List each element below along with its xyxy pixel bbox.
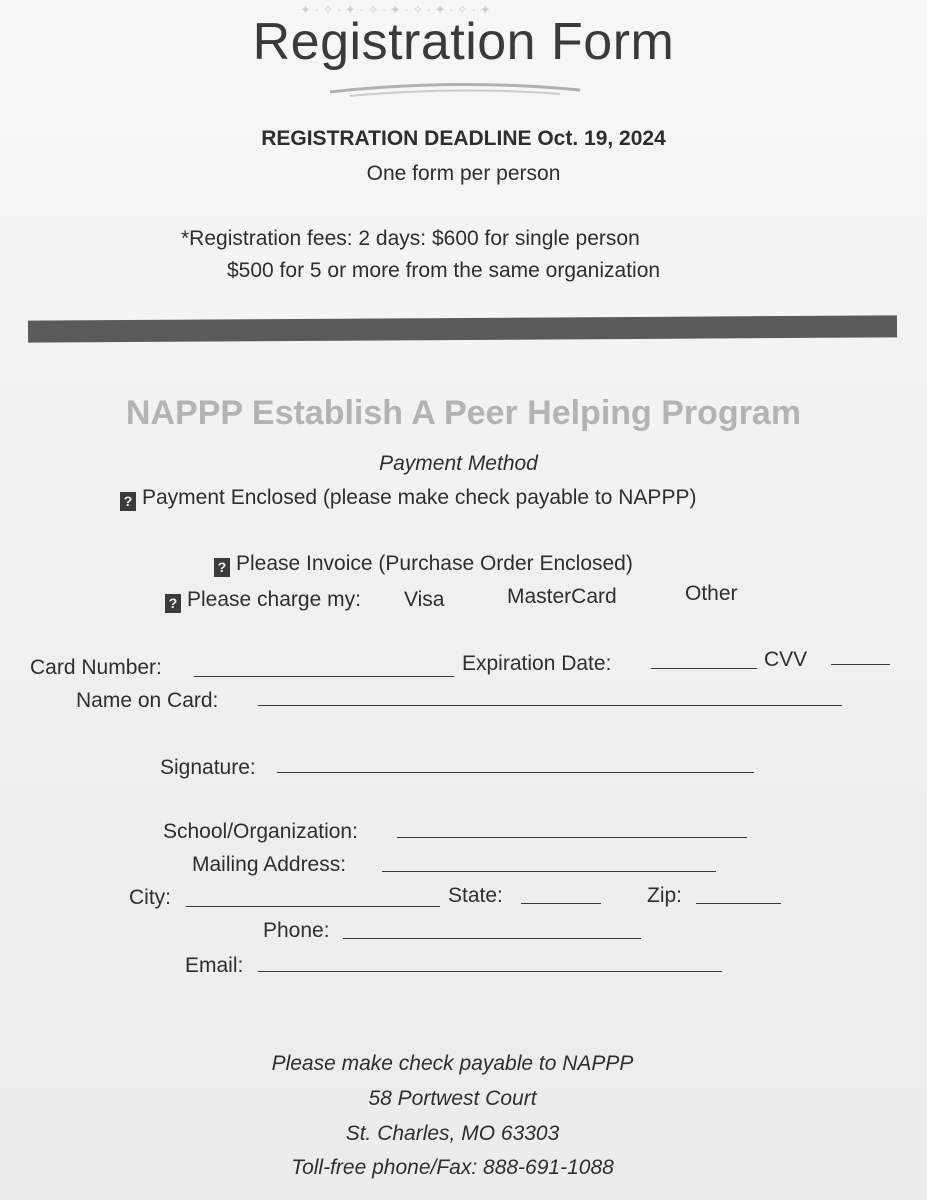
city-label: City: [129,886,171,909]
option-please-invoice[interactable] [214,552,633,577]
cvv-line[interactable] [831,664,890,665]
expiration-date-label: Expiration Date: [462,652,612,675]
email-line[interactable] [258,971,722,972]
registration-deadline: REGISTRATION DEADLINE Oct. 19, 2024 [261,127,666,150]
checkbox-icon[interactable]: ? [165,594,181,613]
form-title: Registration Form [252,13,675,71]
city-line[interactable] [186,906,440,907]
name-on-card-label: Name on Card: [76,689,219,712]
toll-free-phone-fax: Toll-free phone/Fax: 888-691-1088 [291,1156,614,1179]
checkbox-icon[interactable]: ? [120,492,136,511]
one-form-note: One form per person [366,162,561,185]
fee-line-group: $500 for 5 or more from the same organization [227,259,661,282]
option-label: Please Invoice (Purchase Order Enclosed) [236,552,633,575]
email-label: Email: [185,954,244,977]
name-on-card-line[interactable] [258,705,842,706]
phone-label: Phone: [263,919,330,942]
signature-line[interactable] [277,772,754,773]
card-visa[interactable]: Visa [404,588,445,611]
payment-method-heading: Payment Method [379,452,538,475]
zip-label: Zip: [647,884,683,907]
card-mastercard[interactable]: MasterCard [507,585,617,608]
zip-line[interactable] [696,903,781,904]
street-address: 58 Portwest Court [368,1087,537,1110]
check-payable-note: Please make check payable to NAPPP [271,1052,634,1075]
school-organization-label: School/Organization: [163,820,358,843]
city-state-zip: St. Charles, MO 63303 [345,1122,560,1145]
program-title: NAPPP Establish A Peer Helping Program [125,394,802,432]
mailing-address-label: Mailing Address: [192,853,347,876]
phone-line[interactable] [343,938,641,939]
option-payment-enclosed[interactable] [120,486,696,511]
fee-line-single: *Registration fees: 2 days: $600 for single person [181,227,640,250]
swoosh-decoration [330,80,580,100]
option-label: Please charge my: [187,588,361,611]
card-other[interactable]: Other [685,582,738,605]
expiration-date-line[interactable] [651,668,757,669]
option-please-charge[interactable] [165,588,361,613]
state-label: State: [448,884,503,907]
star-decoration: ✦ · ✧ · ✦ · ✧ · ✦ · ✧ · ✦ · ✧ · ✦ [300,2,491,17]
state-line[interactable] [521,903,601,904]
signature-label: Signature: [160,756,256,779]
mailing-address-line[interactable] [382,871,716,872]
school-organization-line[interactable] [397,837,747,838]
option-label: Payment Enclosed (please make check payable to NAPPP) [142,486,697,509]
cvv-label: CVV [764,648,808,671]
card-number-line[interactable] [194,676,454,677]
checkbox-icon[interactable]: ? [214,558,230,577]
card-number-label: Card Number: [30,656,162,679]
divider-bar [28,315,897,342]
